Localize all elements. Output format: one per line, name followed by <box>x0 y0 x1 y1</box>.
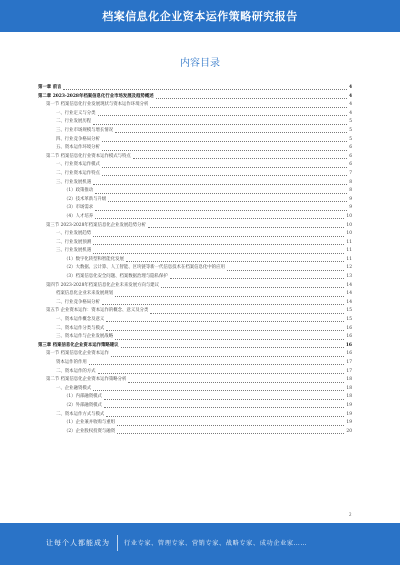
footer-divider <box>117 535 118 551</box>
toc-entry-title: 第一节 档案信息化行业发展现状与资本运作环境分析 <box>46 102 149 108</box>
footer-slogan-left: 让每个人都能成为 <box>46 539 110 547</box>
toc-entry-page: 17 <box>346 368 352 374</box>
toc-dot-leader <box>98 373 345 374</box>
toc-entry-page: 8 <box>349 188 352 194</box>
toc-entry-title: 一、行业发展趋势 <box>56 231 92 237</box>
toc-dot-leader <box>93 244 344 245</box>
toc-entry-page: 11 <box>346 239 352 245</box>
toc-dot-leader <box>170 278 345 279</box>
toc-entry-title: 资本运作的作用 <box>56 360 87 365</box>
toc-entry[interactable] <box>38 359 352 368</box>
toc-entry-page: 19 <box>346 402 352 408</box>
toc-entry[interactable] <box>38 118 352 127</box>
toc-entry-title: 第二节 档案信息化行业资本运作模式与特点 <box>46 153 131 159</box>
toc-entry-page: 4 <box>348 93 352 99</box>
toc-entry-page: 13 <box>346 274 352 280</box>
toc-entry[interactable] <box>38 411 352 420</box>
toc-entry[interactable] <box>38 213 352 222</box>
toc-entry[interactable] <box>38 307 352 316</box>
toc-entry-title: 二、资本运作分类与模式 <box>56 325 105 331</box>
toc-dot-leader <box>108 201 347 202</box>
toc-entry-title: 四、行业竞争格局分析 <box>56 136 100 142</box>
toc-entry[interactable] <box>38 325 352 334</box>
toc-dot-leader <box>93 124 347 125</box>
toc-entry-title: 二、资本运作方式与模式 <box>56 411 105 417</box>
toc-entry-page: 17 <box>346 360 352 365</box>
toc-entry-page: 6 <box>349 145 352 151</box>
toc-dot-leader <box>63 89 346 90</box>
toc-entry-page: 19 <box>346 420 352 426</box>
toc-heading: 内容目录 <box>180 58 220 69</box>
toc-entry[interactable] <box>38 239 352 248</box>
toc-entry[interactable] <box>38 127 352 136</box>
toc-entry-title: 二、行业发展历程 <box>56 119 92 125</box>
toc-entry-title: 二、行业竞争格局分析 <box>56 299 100 305</box>
toc-entry[interactable] <box>38 342 352 351</box>
toc-entry-title: 档案信息化企业未来发展规划 <box>56 291 114 297</box>
toc-dot-leader <box>89 364 345 365</box>
toc-dot-leader <box>117 433 344 434</box>
toc-entry-page: 9 <box>349 205 352 211</box>
toc-entry-page: 16 <box>346 325 352 331</box>
toc-entry-title: 第四节 2023-2028年档案信息化企业未来发展方向与建议 <box>46 282 160 288</box>
toc-dot-leader <box>148 227 345 228</box>
toc-entry-title: 第一节 档案信息化企业资本运作 <box>46 351 109 357</box>
toc-entry[interactable] <box>38 316 352 325</box>
toc-dot-leader <box>93 236 344 237</box>
toc-entry-page: 4 <box>349 110 352 116</box>
toc-entry-page: 11 <box>346 256 352 262</box>
toc-entry[interactable] <box>38 101 352 110</box>
toc-entry-title: 三、行业发展机遇 <box>56 248 92 254</box>
toc-entry-page: 18 <box>346 394 352 400</box>
toc-entry-page: 15 <box>346 317 352 323</box>
toc-entry-title: 第一章 前言 <box>38 85 62 90</box>
toc-entry-title: 二、行业资本运作特点 <box>56 170 100 176</box>
toc-entry-title: （3）市场需求 <box>64 205 94 211</box>
toc-entry-title: 第二章 2023-2028年档案信息化行业市场发展及趋势概述 <box>38 93 154 99</box>
toc-entry-page: 10 <box>346 213 352 219</box>
toc-entry[interactable] <box>38 196 352 205</box>
toc-dot-leader <box>104 399 344 400</box>
toc-entry-page: 5 <box>349 127 352 133</box>
toc-dot-leader <box>156 98 347 99</box>
toc-entry-page: 18 <box>346 377 352 383</box>
toc-entry[interactable] <box>38 290 352 299</box>
toc-entry-page: 7 <box>349 170 352 176</box>
toc-dot-leader <box>102 304 344 305</box>
toc-entry-title: （3）档案信息化安全问题、档案数据治理与隐私保护 <box>64 274 168 280</box>
toc-dot-leader <box>102 141 347 142</box>
toc-entry-page: 11 <box>346 248 352 254</box>
header-banner <box>0 0 400 32</box>
toc-dot-leader <box>115 132 347 133</box>
toc-dot-leader <box>121 347 344 348</box>
toc-entry-page: 14 <box>346 299 352 305</box>
toc-entry[interactable] <box>38 204 352 213</box>
toc-entry-page: 6 <box>349 153 352 159</box>
toc-entry-page: 14 <box>346 291 352 297</box>
toc-entry[interactable] <box>38 402 352 411</box>
toc-entry-title: 二、资本运作的方式 <box>56 368 96 374</box>
toc-dot-leader <box>98 115 348 116</box>
toc-entry[interactable] <box>38 170 352 179</box>
toc-entry-title: （2）企业股权投资与融资 <box>64 428 116 434</box>
footer-banner <box>0 523 400 565</box>
toc-entry-page: 16 <box>346 334 352 340</box>
toc-dot-leader <box>102 150 347 151</box>
toc-entry-page: 20 <box>346 428 352 434</box>
toc-entry-page: 4 <box>348 85 352 90</box>
toc-entry[interactable] <box>38 136 352 145</box>
toc-entry-page: 8 <box>349 179 352 185</box>
toc-entry-title: 三、行业发展机遇 <box>56 179 92 185</box>
toc-entry-title: 三、资本运作与企业发展战略 <box>56 334 114 340</box>
toc-dot-leader <box>161 287 344 288</box>
toc-entry-title: 二、行业发展预测 <box>56 239 92 245</box>
toc-dot-leader <box>150 313 344 314</box>
toc-dot-leader <box>128 382 344 383</box>
toc-entry[interactable] <box>38 393 352 402</box>
report-title: 档案信息化企业资本运作策略研究报告 <box>102 10 298 23</box>
toc-dot-leader <box>126 261 345 262</box>
toc-entry[interactable] <box>38 230 352 239</box>
toc-entry-page: 16 <box>346 351 352 357</box>
toc-dot-leader <box>106 330 344 331</box>
toc-entry-title: （2）外部融资模式 <box>64 402 102 408</box>
toc-entry-page: 10 <box>346 222 352 228</box>
toc-entry-page: 9 <box>349 196 352 202</box>
toc-entry[interactable] <box>38 385 352 394</box>
toc-entry[interactable] <box>38 222 352 231</box>
toc-dot-leader <box>93 253 344 254</box>
toc-entry[interactable] <box>38 247 352 256</box>
table-of-contents <box>38 84 352 436</box>
toc-dot-leader <box>102 175 347 176</box>
toc-dot-leader <box>104 407 344 408</box>
toc-entry-title: 一、资本运作概念及意义 <box>56 317 105 323</box>
toc-dot-leader <box>93 184 347 185</box>
toc-entry[interactable] <box>38 273 352 282</box>
toc-dot-leader <box>106 321 344 322</box>
toc-entry[interactable] <box>38 187 352 196</box>
toc-entry[interactable] <box>38 153 352 162</box>
page-number: 2 <box>349 512 352 517</box>
toc-entry-title: 五、资本运作环境分析 <box>56 145 100 151</box>
toc-entry-page: 16 <box>345 342 352 348</box>
toc-entry[interactable] <box>38 350 352 359</box>
toc-entry[interactable] <box>38 144 352 153</box>
toc-entry[interactable] <box>38 93 352 102</box>
toc-entry[interactable] <box>38 333 352 342</box>
toc-entry-page: 6 <box>349 162 352 168</box>
toc-entry-title: 第三节 2023-2028年档案信息化企业发展趋势分析 <box>46 222 146 228</box>
toc-entry-title: 第三章 档案信息化企业资本运作策略建议 <box>38 342 119 348</box>
toc-entry[interactable] <box>38 368 352 377</box>
toc-entry-page: 15 <box>346 308 352 314</box>
toc-dot-leader <box>95 210 347 211</box>
toc-entry-page: 18 <box>346 385 352 391</box>
toc-entry[interactable] <box>38 110 352 119</box>
toc-entry-title: （2）技术革新与升级 <box>64 196 107 202</box>
toc-entry[interactable] <box>38 376 352 385</box>
toc-entry-page: 5 <box>349 136 352 142</box>
toc-dot-leader <box>115 339 344 340</box>
toc-dot-leader <box>150 107 347 108</box>
toc-entry[interactable] <box>38 179 352 188</box>
toc-entry[interactable] <box>38 264 352 273</box>
toc-entry-page: 14 <box>346 282 352 288</box>
toc-entry-title: （2）大数据、云计算、人工智能、区块链等新一代信息技术在档案信息化中的应用 <box>64 265 225 271</box>
toc-dot-leader <box>111 356 345 357</box>
toc-entry[interactable] <box>38 84 352 93</box>
toc-entry[interactable] <box>38 161 352 170</box>
toc-dot-leader <box>95 193 347 194</box>
toc-dot-leader <box>133 158 347 159</box>
toc-entry-title: 一、企业融资模式 <box>56 385 92 391</box>
toc-dot-leader <box>117 425 344 426</box>
toc-entry-title: （1）企业兼并收购与重组 <box>64 420 116 426</box>
toc-entry-title: （1）政策推动 <box>64 188 94 194</box>
toc-entry[interactable] <box>38 299 352 308</box>
toc-entry-page: 5 <box>349 119 352 125</box>
toc-dot-leader <box>115 296 344 297</box>
toc-dot-leader <box>227 270 345 271</box>
toc-dot-leader <box>93 390 344 391</box>
toc-entry[interactable] <box>38 428 352 437</box>
toc-entry-title: 第二节 档案信息化企业资本运作策略分析 <box>46 377 127 383</box>
toc-entry-page: 12 <box>346 265 352 271</box>
toc-entry-title: （1）内部融资模式 <box>64 394 102 400</box>
toc-dot-leader <box>106 416 344 417</box>
footer-slogan-right: 行业专家、管理专家、营销专家、战略专家、成功企业家…… <box>124 540 308 547</box>
toc-entry-title: （4）人才培养 <box>64 213 94 219</box>
toc-dot-leader <box>95 218 344 219</box>
toc-dot-leader <box>102 167 347 168</box>
toc-entry-title: 一、行业定义与分类 <box>56 110 96 116</box>
toc-entry[interactable] <box>38 419 352 428</box>
toc-entry-title: 一、行业资本运作模式 <box>56 162 100 168</box>
toc-entry-page: 4 <box>349 102 352 108</box>
toc-entry-title: 第五节 企业资本运作：资本运作的概念、意义及分类 <box>46 308 149 314</box>
toc-entry[interactable] <box>38 256 352 265</box>
toc-entry-page: 10 <box>346 231 352 237</box>
toc-entry-title: 三、行业市场规模与增长情况 <box>56 127 114 133</box>
toc-entry[interactable] <box>38 282 352 291</box>
toc-entry-title: （1）数字化转型和智能化发展 <box>64 256 124 262</box>
toc-entry-page: 19 <box>346 411 352 417</box>
